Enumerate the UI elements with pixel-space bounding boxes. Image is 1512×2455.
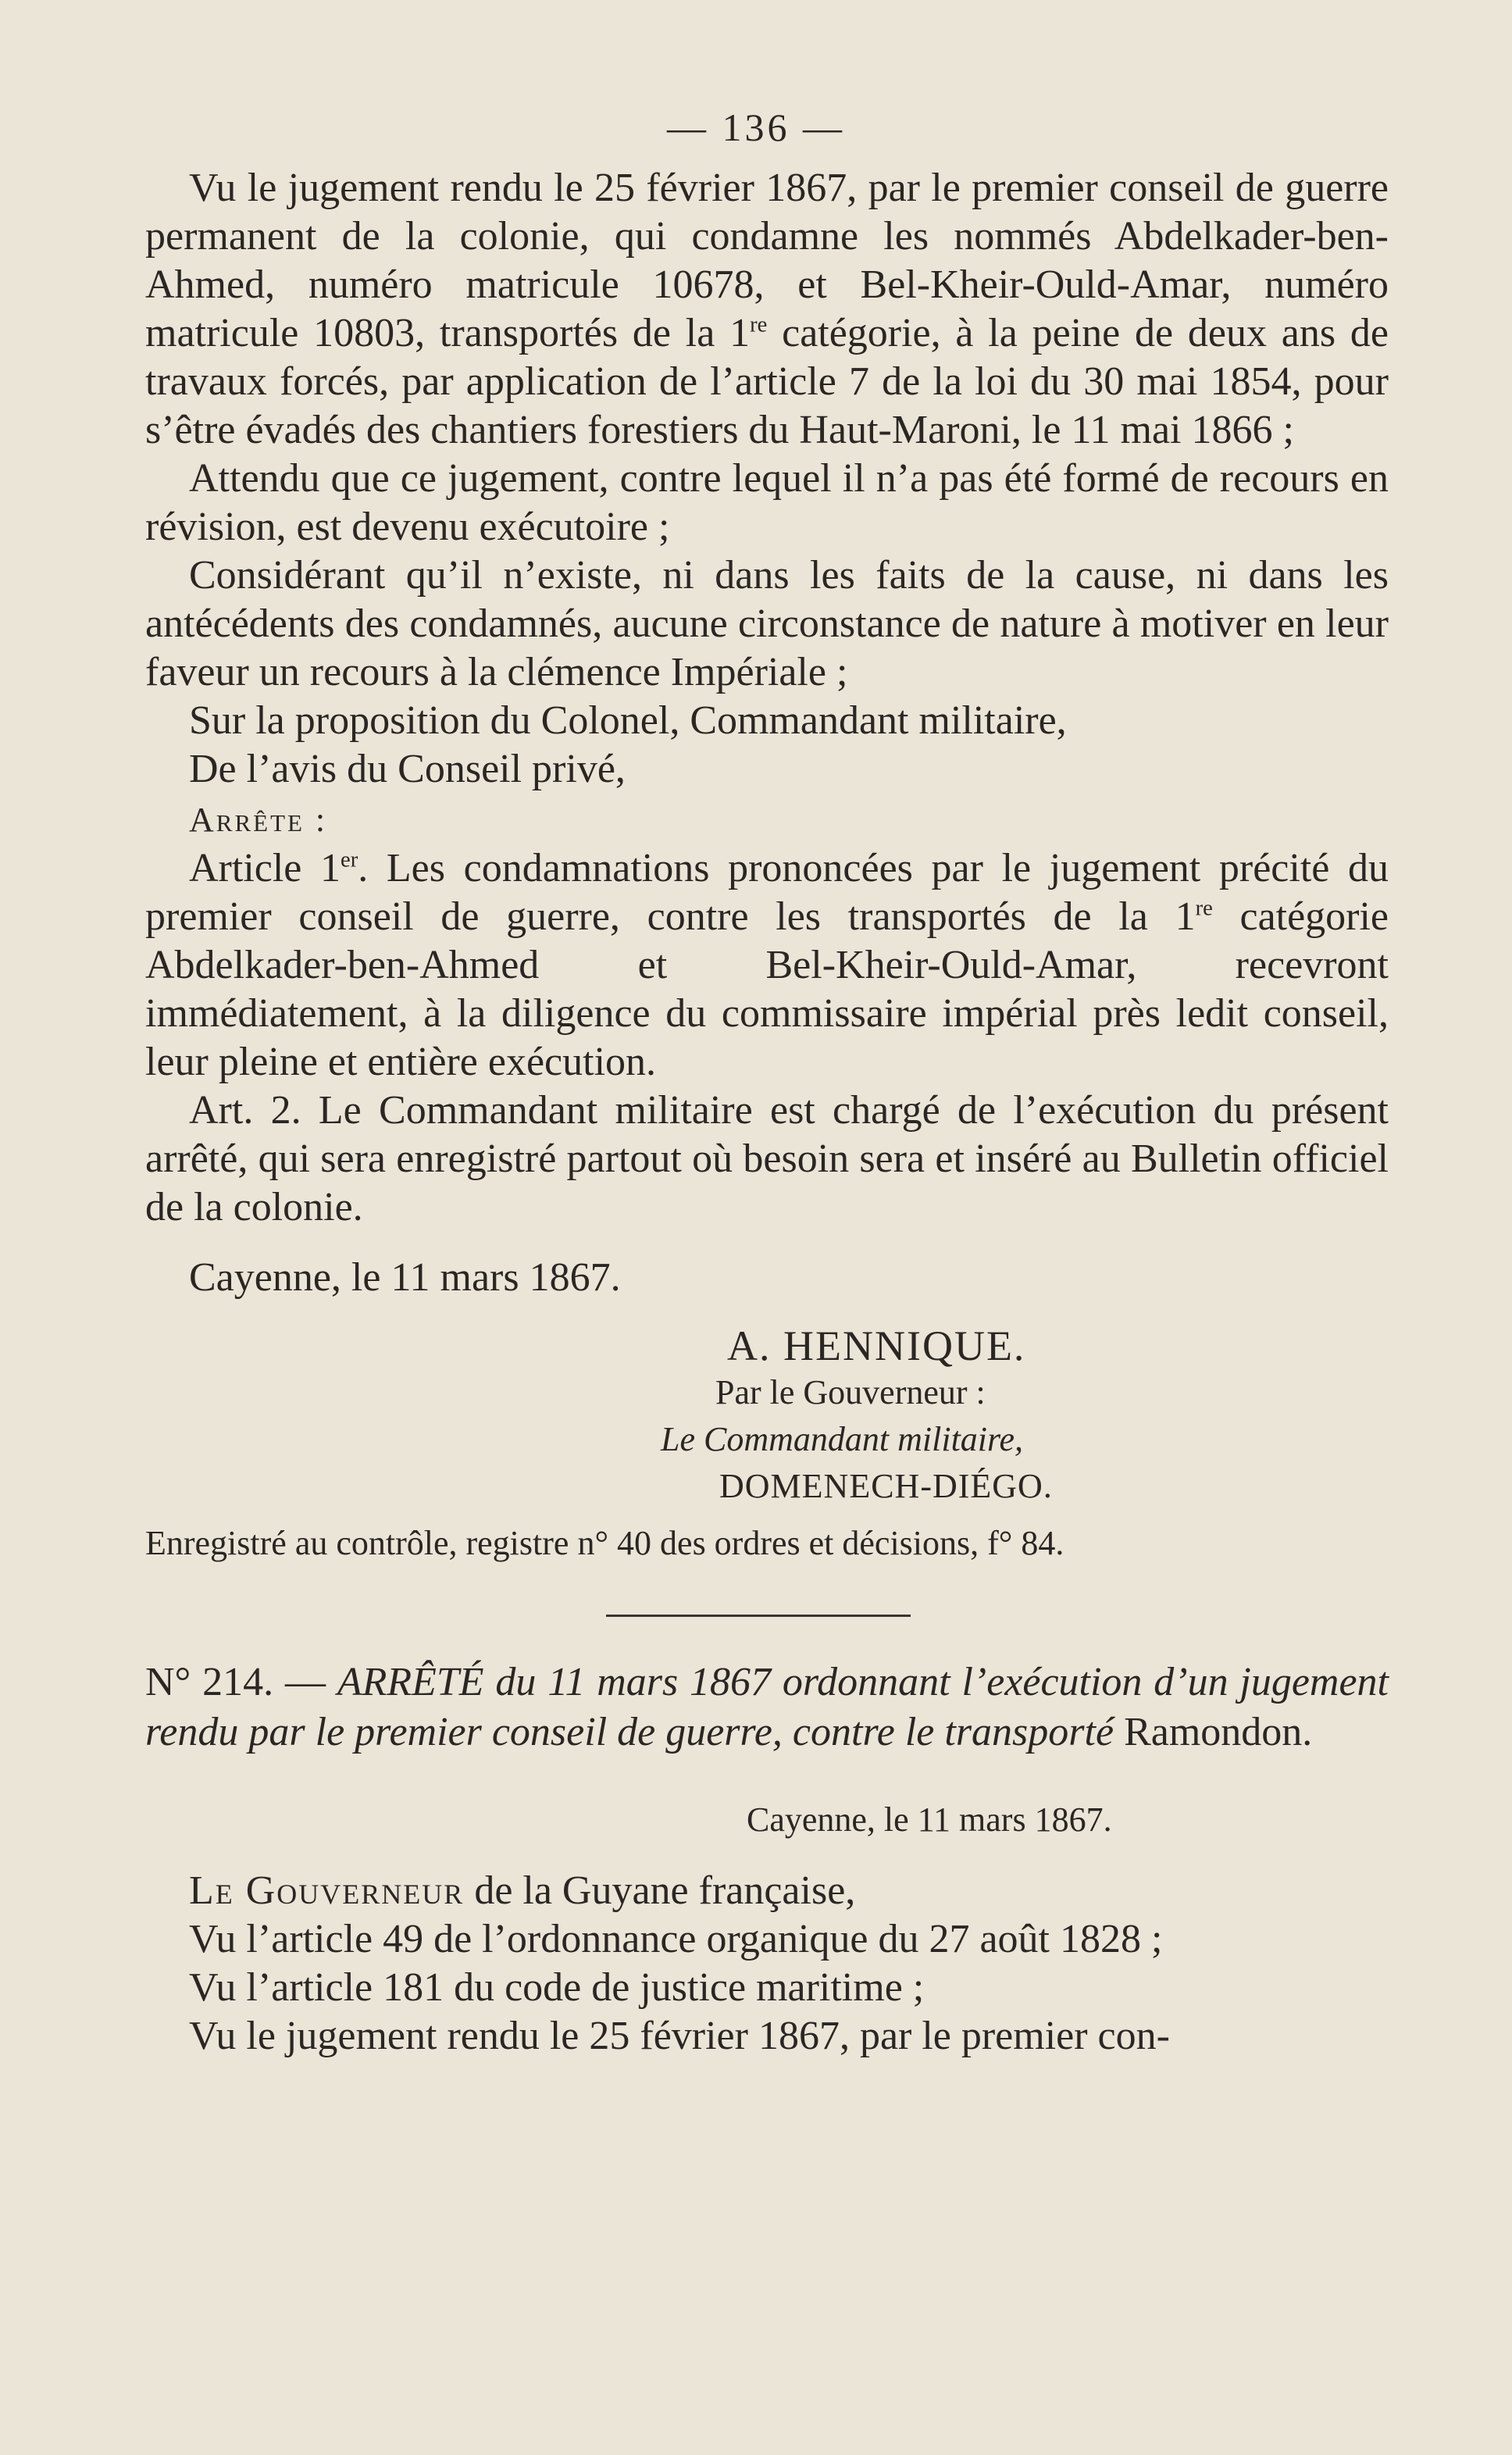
gouverneur-line [145, 1867, 1389, 1915]
vu-article-181: Vu l’article 181 du code de justice maritime ; [189, 1965, 925, 2010]
gouverneur-text: de la Guyane française, [474, 1868, 856, 1913]
gouverneur-label: Le Gouverneur [189, 1868, 465, 1913]
par-le-gouverneur: Par le Gouverneur : [715, 1373, 986, 1411]
vu-jugement-ramondon: Vu le jugement rendu le 25 février 1867, par le premier con- [189, 2014, 1170, 2058]
paragraph-vu-jugement [145, 164, 1389, 455]
arrete-heading: Arrête : [189, 801, 328, 839]
paragraph-text: catégorie, à la peine de deux ans de travaux forcés, par application de l’article 7 de la loi du 30 mai 1854, pour s’être évadés des chantiers forestiers du Haut-Maroni, le 11 mai 1866 ; [145, 311, 1389, 452]
article-label: Article [189, 846, 302, 890]
paragraph-text: Vu le jugement rendu le 25 février 1867, par le premier conseil de guerre permanent de la colonie, qui condamne les nommés Abdelkader-ben-Ahmed, numéro matricule 10678, et Bel-Kheir-Ould-Amar, numéro matricule 10803, transportés de la [145, 166, 1389, 355]
article-2: Art. 2. Le Commandant militaire est chargé de l’exécution du présent arrêté, qui sera enregistré partout où besoin sera et inséré au Bulletin officiel de la colonie. [145, 1088, 1389, 1229]
commandant-name: DOMENECH-DIÉGO. [719, 1467, 1053, 1505]
place-date: Cayenne, le 11 mars 1867. [189, 1255, 621, 1300]
next-arrete-title [145, 1657, 1389, 1757]
ordinal: 1 [729, 311, 751, 355]
article-1 [145, 844, 1389, 1087]
ordinal-suffix: re [750, 312, 768, 337]
paragraph-attendu: Attendu que ce jugement, contre lequel il n’a pas été formé de recours en révision, est devenu exécutoire ; [145, 456, 1389, 549]
arrete-title-text: du 11 mars 1867 ordonnant l’exécution d’un jugement rendu par le premier conseil de guerre, contre le transporté [145, 1660, 1389, 1754]
commandant-title: Le Commandant militaire, [661, 1420, 1024, 1458]
paragraph-considerant: Considérant qu’il n’existe, ni dans les faits de la cause, ni dans les antécédents des condamnés, aucune circonstance de nature à motiver en leur faveur un recours à la clémence Impériale ; [145, 553, 1389, 694]
ordinal: 1 [320, 846, 341, 890]
section-divider [606, 1615, 911, 1617]
ordinal: 1 [1175, 894, 1196, 939]
vu-article-49: Vu l’article 49 de l’ordonnance organique du 27 août 1828 ; [189, 1917, 1163, 1961]
article-text: catégorie Abdelkader-ben-Ahmed et Bel-Kheir-Ould-Amar, recevront immédiatement, à la diligence du commissaire impérial près ledit conseil, leur pleine et entière exécution. [145, 894, 1389, 1084]
page-body [145, 164, 1389, 2061]
article-text: . Les condamnations prononcées par le jugement précité du premier conseil de guerre, contre les transportés de la [145, 846, 1389, 939]
ordinal-suffix: re [1195, 896, 1213, 921]
page-number: — 136 — [667, 105, 845, 149]
signature-block [145, 1322, 1389, 1510]
registration-note: Enregistré au contrôle, registre n° 40 des ordres et décisions, f° 84. [145, 1524, 1064, 1562]
arrete-title-name: Ramondon. [1124, 1710, 1313, 1754]
arrete-number: N° 214. — [145, 1660, 326, 1704]
next-arrete-date: Cayenne, le 11 mars 1867. [747, 1800, 1112, 1839]
arrete-label: ARRÊTÉ [337, 1660, 484, 1704]
paragraph-proposition: Sur la proposition du Colonel, Commandant militaire, [189, 698, 1067, 743]
governor-signature: A. HENNIQUE. [727, 1322, 1026, 1369]
paragraph-avis: De l’avis du Conseil privé, [189, 747, 626, 791]
ordinal-suffix: er [341, 847, 358, 872]
